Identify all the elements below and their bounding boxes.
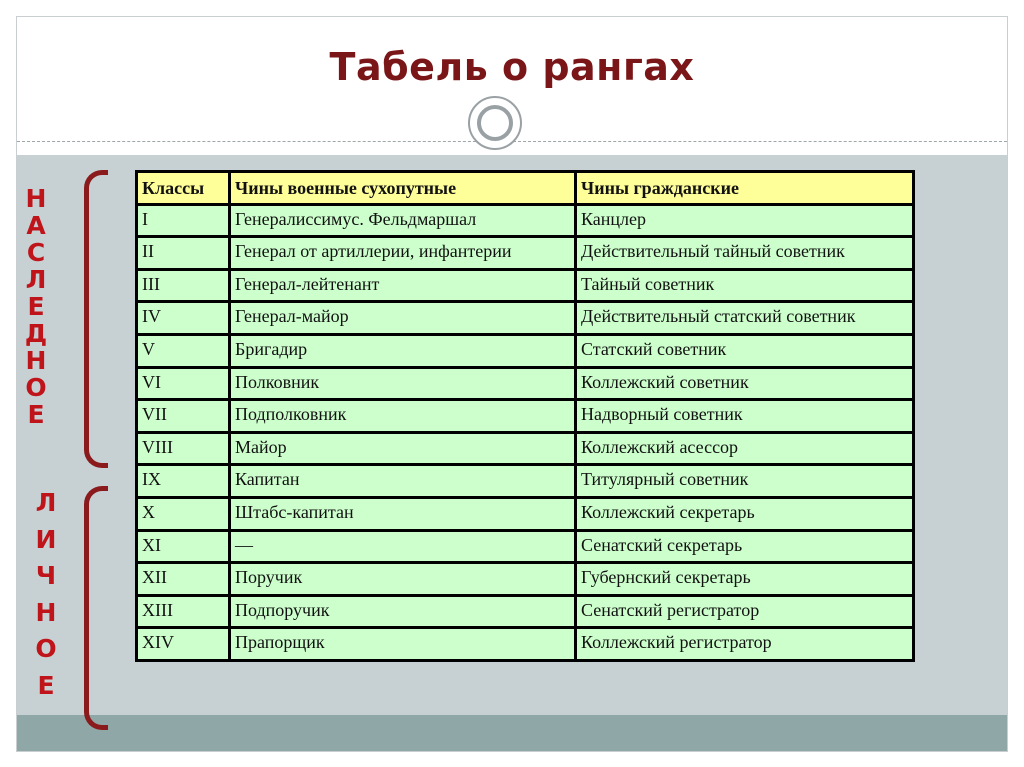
cell-military: — xyxy=(231,532,574,562)
table-row xyxy=(138,206,912,236)
cell-civil: Действительный статский советник xyxy=(577,303,912,333)
label-personal: Л И Ч Н О Е xyxy=(35,488,57,700)
cell-civil: Губернский секретарь xyxy=(577,564,912,594)
cell-civil: Сенатский регистратор xyxy=(577,597,912,627)
table-row xyxy=(138,597,912,627)
cell-class: XI xyxy=(138,532,228,562)
bracket-hereditary xyxy=(84,170,108,468)
cell-class: II xyxy=(138,238,228,268)
label-hereditary: Н А С Л Е Д Н О Е xyxy=(24,184,48,429)
header-classes: Классы xyxy=(138,173,228,203)
table-row xyxy=(138,466,912,496)
cell-class: VI xyxy=(138,369,228,399)
cell-military: Подполковник xyxy=(231,401,574,431)
cell-military: Поручик xyxy=(231,564,574,594)
cell-military: Полковник xyxy=(231,369,574,399)
cell-military: Подпоручик xyxy=(231,597,574,627)
table-row xyxy=(138,629,912,659)
cell-military: Майор xyxy=(231,434,574,464)
cell-military: Генерал-майор xyxy=(231,303,574,333)
cell-civil: Коллежский секретарь xyxy=(577,499,912,529)
cell-class: IX xyxy=(138,466,228,496)
cell-civil: Тайный советник xyxy=(577,271,912,301)
cell-civil: Сенатский секретарь xyxy=(577,532,912,562)
cell-civil: Надворный советник xyxy=(577,401,912,431)
cell-military: Штабс-капитан xyxy=(231,499,574,529)
cell-class: VIII xyxy=(138,434,228,464)
cell-class: X xyxy=(138,499,228,529)
table-row xyxy=(138,401,912,431)
cell-class: XIII xyxy=(138,597,228,627)
cell-civil: Коллежский асессор xyxy=(577,434,912,464)
cell-class: IV xyxy=(138,303,228,333)
cell-class: III xyxy=(138,271,228,301)
cell-military: Генералиссимус. Фельдмаршал xyxy=(231,206,574,236)
ranks-table xyxy=(135,170,915,662)
table-row xyxy=(138,303,912,333)
cell-military: Капитан xyxy=(231,466,574,496)
table-row xyxy=(138,564,912,594)
cell-civil: Титулярный советник xyxy=(577,466,912,496)
table-row xyxy=(138,238,912,268)
slide-title: Табель о рангах xyxy=(329,45,695,89)
cell-civil: Коллежский советник xyxy=(577,369,912,399)
table-header-row xyxy=(138,173,912,203)
cell-civil: Коллежский регистратор xyxy=(577,629,912,659)
cell-civil: Действительный тайный советник xyxy=(577,238,912,268)
cell-class: VII xyxy=(138,401,228,431)
table-row xyxy=(138,271,912,301)
cell-military: Бригадир xyxy=(231,336,574,366)
cell-class: XIV xyxy=(138,629,228,659)
bottom-band xyxy=(17,715,1007,752)
table-row xyxy=(138,369,912,399)
table-row xyxy=(138,336,912,366)
cell-class: I xyxy=(138,206,228,236)
header-military: Чины военные сухопутные xyxy=(231,173,574,203)
cell-class: V xyxy=(138,336,228,366)
cell-military: Генерал от артиллерии, инфантерии xyxy=(231,238,574,268)
table-row xyxy=(138,499,912,529)
header-civil: Чины гражданские xyxy=(577,173,912,203)
cell-class: XII xyxy=(138,564,228,594)
cell-civil: Статский советник xyxy=(577,336,912,366)
table-row xyxy=(138,532,912,562)
bracket-personal xyxy=(84,486,108,730)
cell-military: Прапорщик xyxy=(231,629,574,659)
cell-civil: Канцлер xyxy=(577,206,912,236)
table-row xyxy=(138,434,912,464)
cell-military: Генерал-лейтенант xyxy=(231,271,574,301)
circle-ornament-icon xyxy=(468,96,522,150)
